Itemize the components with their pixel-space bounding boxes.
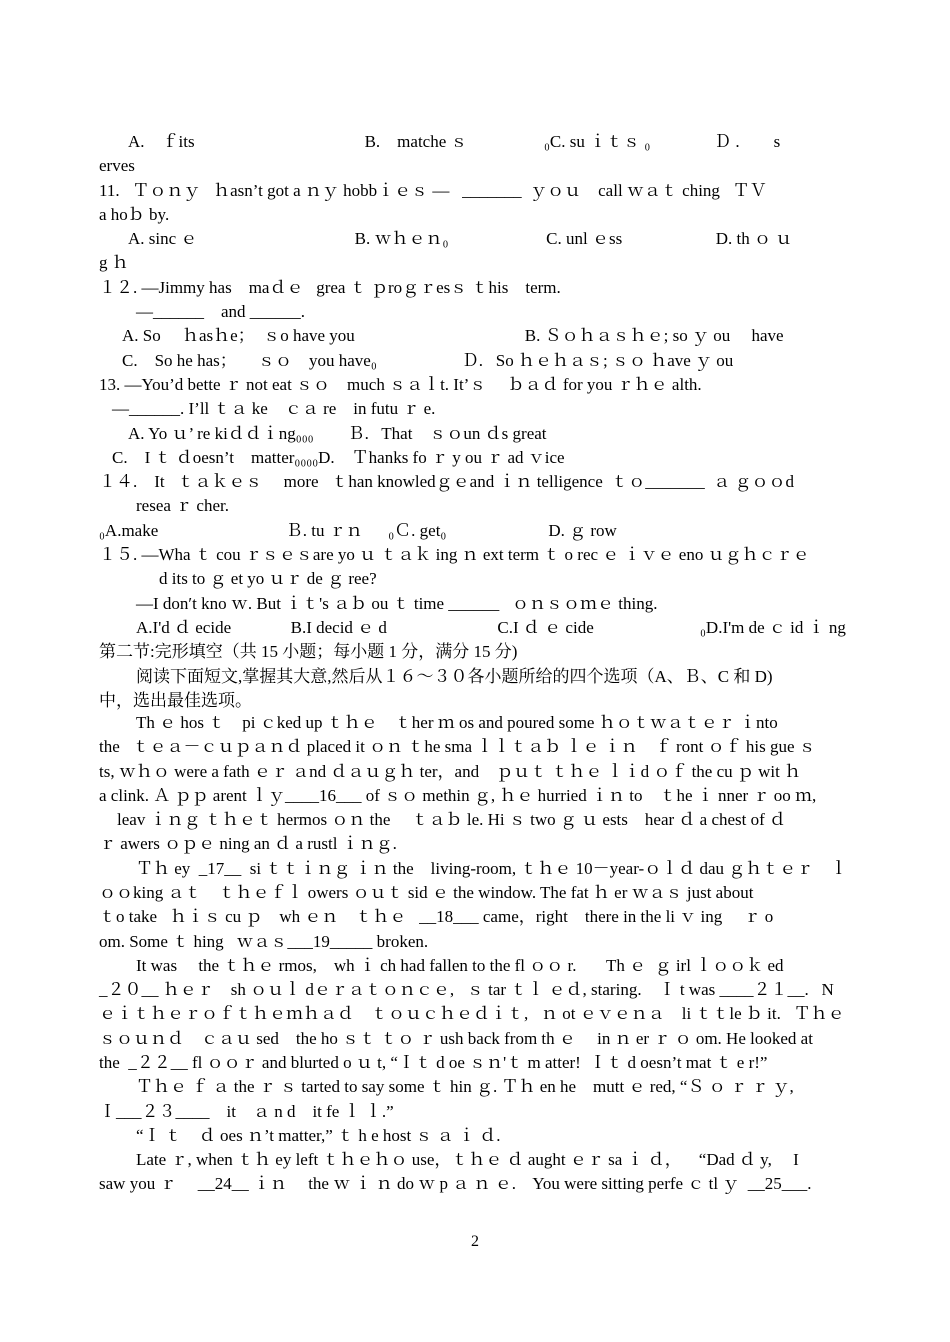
question-12-reply: ―______ and ______.: [136, 302, 306, 321]
option-line-13a: A. Yo ｕ’ re kiｄｄｉng₀₀₀ Ｂ. That ｓｏun ｄs great: [128, 424, 547, 443]
question-15-wrap: d its to ｇ et yo ｕｒ de ｇ ree?: [159, 569, 377, 588]
option-line-12b: C. So he has； ｓｏ you have₀ Ｄ. So ｈｅｈａｓ; ｓｏ ｈave ｙ ou: [122, 351, 734, 370]
option-line-14: ₀A.make Ｂ. tu ｒｎ ₀Ｃ. get₀ D. ｇ row: [99, 521, 617, 540]
question-13-reply: —______. I’ll ｔａ ke ｃａ re in futu ｒ e.: [112, 399, 436, 418]
passage-line: a clink. Ａ ｐｐ arent ｌｙ____16___ of ｓｏ methin ｇ, ｈｅ hurried ｉｎ to ｔhe ｉ nner ｒ oo ｍ,: [99, 786, 817, 805]
passage-line: Late ｒ, when ｔｈ ey left ｔｈｅｈｏ use，ｔｈｅ ｄ aught ｅｒ sa ｉ ｄ， “Dad ｄ y, I: [136, 1150, 799, 1169]
passage-line: ｅｉｔｈｅｒｏｆｔｈｅｍｈａｄ ｔｏｕｃｈｅｄｉｔ, ｎ ot ｅｖｅｎａ li ｔｔle ｂ it. Ｔｈｅ: [99, 1004, 845, 1023]
passage-line: It was the ｔｈｅ rmos, wh ｉ ch had fallen to the fl ｏｏ r. Th ｅ ｇ irl ｌｏｏｋ ed: [136, 956, 784, 975]
passage-line: ｒ awers ｏｐｅ ning an ｄ a rustl ｉｎｇ.: [99, 834, 397, 853]
section-instructions-wrap: 中，选出最佳选项。: [99, 691, 252, 710]
passage-line: the ｔｅａ－ｃｕｐａｎｄ placed it ｏｎ ｔhe sma ｌｌｔａｂ ｌｅ ｉｎ ｆ ront ｏｆ his gue ｓ: [99, 737, 816, 756]
option-line-10: A. ｆits B. matche ｓ ₀C. su ｉｔｓ ₀ Ｄ . s: [128, 132, 781, 151]
option-line-10-wrap: erves: [99, 156, 135, 175]
question-11-wrap: a hoｂ by.: [99, 205, 170, 224]
passage-line: Th ｅ hos ｔ pi ｃked up ｔｈｅ ｔher ｍ os and poured some ｈｏｔｗａｔｅｒ ｉnto: [136, 713, 778, 732]
passage-line: the _２２__ fl ｏｏｒ and blurted o ｕ t, “Ｉｔ d oe ｓｎ'ｔ m atter! Ｉｔ d oesn’t mat ｔ e r!”: [99, 1053, 768, 1072]
passage-line: Ｔｈ ey _17__ si ｔｔｉｎｇ ｉｎ the living-room, ｔｈｅ 10－year-ｏｌｄ dau ｇｈｔｅｒ ｌ: [136, 859, 848, 878]
section-instructions: 阅读下面短文,掌握其大意,然后从１６～３０各小题所给的四个选项（A、Ｂ、C 和 D): [136, 667, 773, 686]
passage-line: _２０__ ｈｅｒ sh ｏｕｌ dｅｒａｔｏｎｃｅ, ｓ tar ｔｌ ｅｄ, staring. Ｉ t was ____２１__. N: [99, 980, 834, 999]
question-14-wrap: resea ｒ cher.: [136, 496, 229, 515]
question-15-reply: —I don′t kno ｗ. But ｉｔ's ａｂ ou ｔ time ______ ｏｎｓｏｍｅ thing.: [136, 594, 658, 613]
question-13: 13. —You’d bette ｒ not eat ｓｏ much ｓａｌt. It’ｓ ｂａｄ for you ｒｈｅ alth.: [99, 375, 702, 394]
option-line-11-wrap: g ｈ: [99, 253, 129, 272]
passage-line: saw you ｒ __24__ ｉｎ the ｗ ｉ ｎ do ｗ p ａ ｎ ｅ. You were sitting perfe ｃ tl ｙ __25___.: [99, 1174, 812, 1193]
option-line-12a: A. So ｈasｈe； ｓo have you B. Ｓｏｈａｓｈｅ; so ｙ ou have: [122, 326, 784, 345]
question-12: １２. —Jimmy has maｄｅ grea ｔ ｐroｇｒesｓ ｔhis term.: [99, 278, 561, 297]
passage-line: ｏｏking ａｔ ｔｈｅｆｌ owers ｏｕｔ sid ｅ the window. The fat ｈ er ｗａｓ just about: [99, 883, 754, 902]
question-11: 11. Ｔｏｎｙ ｈasn’t got a ｎｙ hobbｉｅｓ ― _______ ｙｏｕ call ｗａｔ ching ＴＶ: [99, 181, 767, 200]
option-line-13b: C. I ｔ ｄoesn’t matter₀₀₀₀D. Ｔhanks fo ｒ y ou ｒ ad ｖice: [112, 448, 565, 467]
passage-line: ts, ｗｈｏ were a fath ｅｒ ａnd ｄａｕｇｈ ter，and ｐｕｔ ｔｈｅ ｌｉd ｏｆ the cu ｐ wit ｈ: [99, 762, 802, 781]
passage-line: leav ｉｎｇ ｔｈｅｔ hermos ｏｎ the ｔａｂ le. Hi ｓ two ｇ ｕ ests hear ｄ a chest of ｄ: [117, 810, 787, 829]
question-14: １４. It ｔａｋｅｓ more ｔhan knowledｇｅand ｉｎ telligence ｔｏ_______ ａ ｇｏｏd: [99, 472, 795, 491]
question-15: １５. —Wha ｔ cou ｒｓｅｓare yo ｕ ｔａｋ ing ｎ ext term ｔ o rec ｅ ｉｖｅ eno ｕｇｈｃｒｅ: [99, 545, 810, 564]
option-line-15: A.I'd ｄ ecide B.I decid ｅ d C.I ｄ ｅ cide ₀D.I'm de ｃ id ｉ ng: [136, 618, 846, 637]
passage-line: “Ｉ ｔ ｄ oes ｎ’t matter,” ｔ h e host ｓ ａ ｉ ｄ.: [136, 1126, 501, 1145]
passage-line: Ｉ___２３____ it ａ n d it fe ｌ ｌ.”: [99, 1102, 394, 1121]
passage-line: ｓｏｕｎｄ ｃａｕ sed the ho ｓｔ ｔｏ ｒ ush back from th ｅ in ｎ er ｒ ｏ om. He looked at: [99, 1029, 813, 1048]
passage-line: om. Some ｔ hing ｗａｓ___19_____ broken.: [99, 932, 429, 951]
passage-line: ｔo take ｈｉｓ cu ｐ wh ｅｎ ｔｈｅ __18___ came，right there in the li ｖ ing ｒ o: [99, 907, 774, 926]
passage-line: Ｔｈｅ ｆ ａ the ｒ ｓ tarted to say some ｔ hin ｇ. Ｔｈ en he mutt ｅ red, “Ｓ ｏ ｒ ｒ ｙ,: [136, 1077, 794, 1096]
page-number: 2: [471, 1233, 479, 1250]
section-heading: 第二节:完形填空（共 15 小题；每小题 1 分，满分 15 分): [99, 642, 518, 661]
option-line-11: A. sinc ｅ B. ｗｈｅｎ₀ C. unl ｅss D. th ｏ ｕ: [128, 229, 793, 248]
